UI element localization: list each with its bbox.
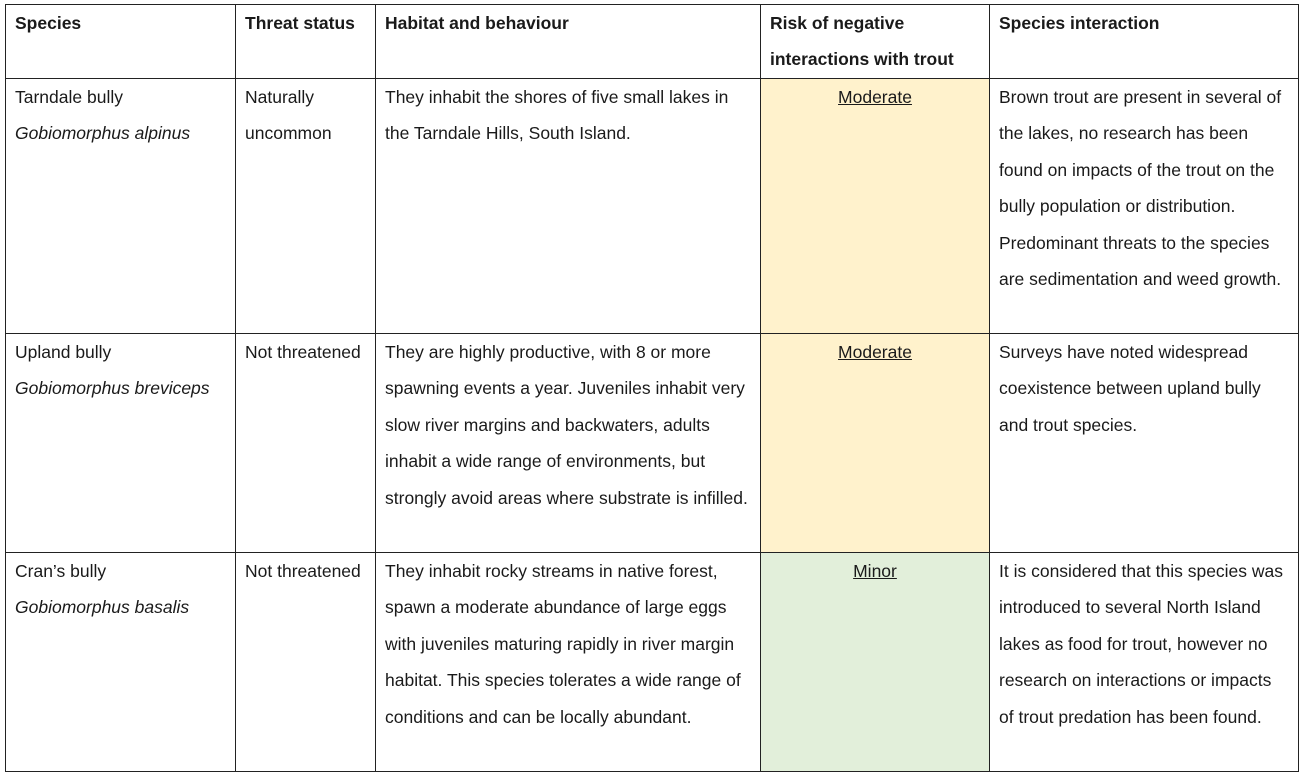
table-row: [6, 334, 1299, 553]
species-cell: [6, 553, 236, 772]
risk-link[interactable]: Moderate: [838, 87, 912, 107]
risk-link[interactable]: Moderate: [838, 342, 912, 362]
interaction-cell: Surveys have noted widespread coexistence between upland bully and trout species.: [990, 334, 1299, 553]
header-habitat: Habitat and behaviour: [376, 5, 761, 79]
species-table: [5, 4, 1299, 772]
scientific-name: Gobiomorphus breviceps: [15, 378, 210, 399]
table-row: [6, 553, 1299, 772]
header-row: [6, 5, 1299, 79]
interaction-cell: Brown trout are present in several of the lakes, no research has been found on impacts of the trout on the bully population or distribution. Predominant threats to the species are sedimentation and weed growth.: [990, 79, 1299, 334]
risk-cell: [761, 553, 990, 772]
risk-link[interactable]: Minor: [853, 561, 897, 581]
header-threat-status: Threat status: [236, 5, 376, 79]
header-species: Species: [6, 5, 236, 79]
scientific-name: Gobiomorphus basalis: [15, 597, 190, 618]
header-risk: Risk of negative interactions with trout: [761, 5, 990, 79]
risk-cell: [761, 79, 990, 334]
threat-status-cell: Not threatened: [236, 334, 376, 553]
species-cell: [6, 334, 236, 553]
threat-status-cell: Not threatened: [236, 553, 376, 772]
interaction-cell: It is considered that this species was introduced to several North Island lakes as food for trout, however no research on interactions or impacts of trout predation has been found.: [990, 553, 1299, 772]
habitat-cell: They inhabit the shores of five small lakes in the Tarndale Hills, South Island.: [376, 79, 761, 334]
risk-cell: [761, 334, 990, 553]
header-interaction: Species interaction: [990, 5, 1299, 79]
common-name: Upland bully: [15, 342, 112, 362]
threat-status-cell: Naturally uncommon: [236, 79, 376, 334]
habitat-cell: They inhabit rocky streams in native forest, spawn a moderate abundance of large eggs with juveniles maturing rapidly in river margin habitat. This species tolerates a wide range of conditions and can be locally abundant.: [376, 553, 761, 772]
common-name: Cran’s bully: [15, 561, 107, 581]
scientific-name: Gobiomorphus alpinus: [15, 123, 191, 144]
table-row: [6, 79, 1299, 334]
common-name: Tarndale bully: [15, 87, 123, 107]
species-cell: [6, 79, 236, 334]
habitat-cell: They are highly productive, with 8 or more spawning events a year. Juveniles inhabit very slow river margins and backwaters, adults inhabit a wide range of environments, but strongly avoid areas where substrate is infilled.: [376, 334, 761, 553]
